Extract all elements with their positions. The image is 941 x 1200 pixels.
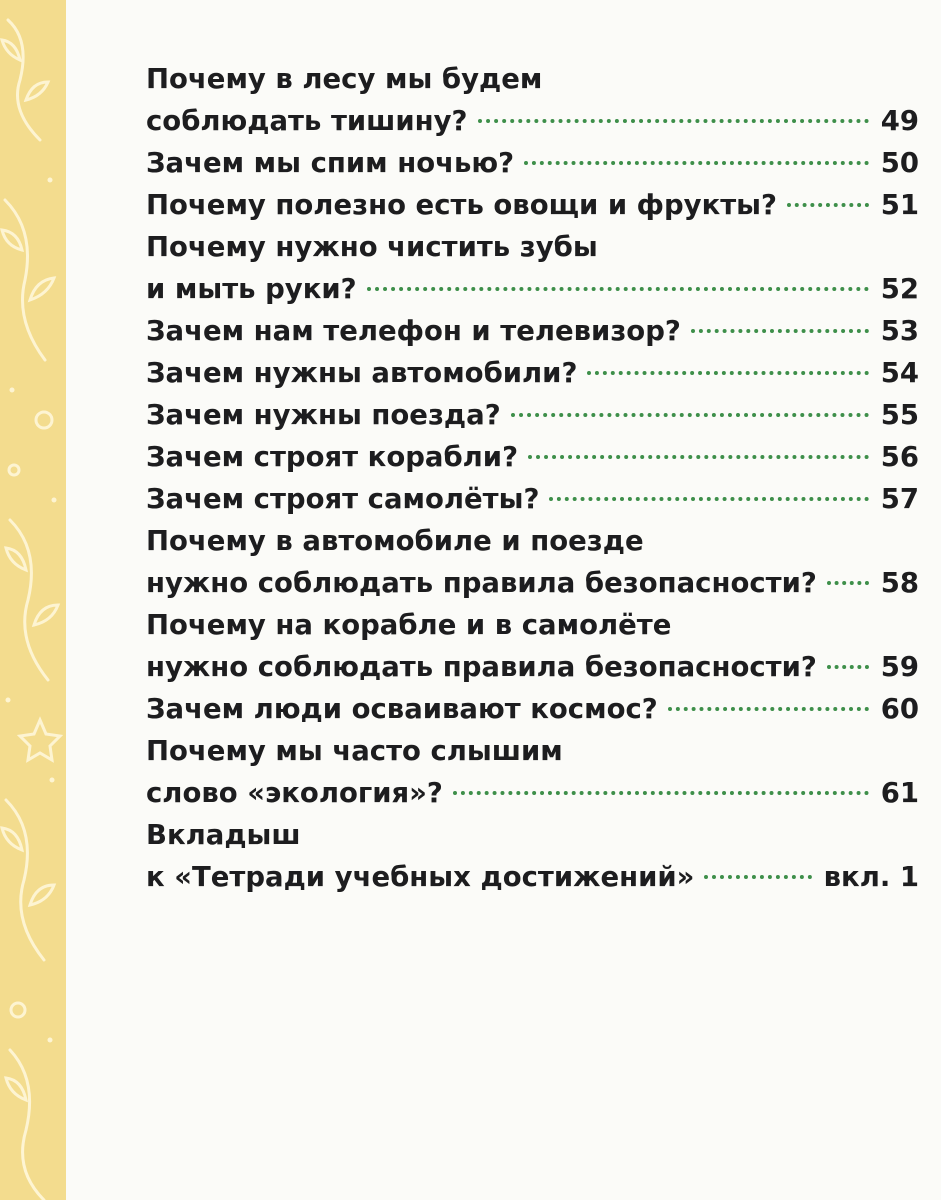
toc-entry-line xyxy=(146,730,919,772)
dot-leader xyxy=(704,875,811,879)
toc-entry-line xyxy=(146,184,919,226)
dot-leader xyxy=(827,665,869,669)
toc-entry-title: Зачем люди осваивают космос? xyxy=(146,693,658,725)
dot-leader xyxy=(524,161,869,165)
toc-page-number: 51 xyxy=(880,189,919,221)
toc-entry-title: Почему в автомобиле и поезде xyxy=(146,525,644,557)
toc-entry-title: Почему на корабле и в самолёте xyxy=(146,609,672,641)
toc-entry-line xyxy=(146,772,919,814)
toc-entry[interactable] xyxy=(146,730,919,814)
toc-entry[interactable] xyxy=(146,520,919,604)
toc-entry-title: Зачем строят корабли? xyxy=(146,441,519,473)
dot-leader xyxy=(691,329,869,333)
toc-entry-title: соблюдать тишину? xyxy=(146,105,468,137)
toc-page-number: 58 xyxy=(880,567,919,599)
toc-entry[interactable] xyxy=(146,184,919,226)
dot-leader xyxy=(528,455,869,459)
toc-entry[interactable] xyxy=(146,58,919,142)
toc-entry[interactable] xyxy=(146,226,919,310)
toc-entry-line xyxy=(146,352,919,394)
dot-leader xyxy=(827,581,869,585)
toc-page-number: 57 xyxy=(880,483,919,515)
toc-entry-title: нужно соблюдать правила безопасности? xyxy=(146,567,817,599)
dot-leader xyxy=(511,413,869,417)
toc-entry[interactable] xyxy=(146,688,919,730)
toc-entry-line xyxy=(146,646,919,688)
toc-page-number: вкл. 1 xyxy=(823,861,919,893)
dot-leader xyxy=(587,371,868,375)
toc-entry[interactable] xyxy=(146,394,919,436)
toc-page-number: 61 xyxy=(880,777,919,809)
toc-entry-title: Зачем мы спим ночью? xyxy=(146,147,515,179)
toc-page-number: 59 xyxy=(880,651,919,683)
toc-entry-line xyxy=(146,478,919,520)
toc-entry[interactable] xyxy=(146,814,919,898)
toc-entry-line xyxy=(146,604,919,646)
toc-entry[interactable] xyxy=(146,604,919,688)
toc-page-number: 55 xyxy=(880,399,919,431)
toc-page-number: 54 xyxy=(880,357,919,389)
toc-page-number: 49 xyxy=(880,105,919,137)
toc-entry-line xyxy=(146,142,919,184)
toc-entry-title: Зачем нам телефон и телевизор? xyxy=(146,315,681,347)
toc-entry-title: Зачем строят самолёты? xyxy=(146,483,540,515)
toc-entry-title: слово «экология»? xyxy=(146,777,443,809)
toc-entry-line xyxy=(146,58,919,100)
toc-entry-line xyxy=(146,520,919,562)
toc-entry-line xyxy=(146,436,919,478)
toc-page-number: 53 xyxy=(880,315,919,347)
toc-page-number: 60 xyxy=(880,693,919,725)
toc-entry-title: Зачем нужны поезда? xyxy=(146,399,501,431)
dot-leader xyxy=(549,497,868,501)
toc-entry-line xyxy=(146,226,919,268)
toc-entry-title: и мыть руки? xyxy=(146,273,357,305)
toc-page-number: 50 xyxy=(880,147,919,179)
toc-entry-title: Почему полезно есть овощи и фрукты? xyxy=(146,189,777,221)
toc-entry-line xyxy=(146,856,919,898)
toc-entry[interactable] xyxy=(146,436,919,478)
floral-pattern-icon xyxy=(0,0,66,1200)
dot-leader xyxy=(367,287,869,291)
toc-entry[interactable] xyxy=(146,142,919,184)
toc-entry-line xyxy=(146,562,919,604)
table-of-contents xyxy=(146,58,919,898)
dot-leader xyxy=(787,203,869,207)
dot-leader xyxy=(668,707,869,711)
toc-entry-line xyxy=(146,814,919,856)
decorative-margin-strip xyxy=(0,0,66,1200)
toc-entry-line xyxy=(146,394,919,436)
toc-entry-title: Зачем нужны автомобили? xyxy=(146,357,578,389)
toc-page-number: 52 xyxy=(880,273,919,305)
dot-leader xyxy=(453,791,869,795)
toc-entry[interactable] xyxy=(146,310,919,352)
toc-entry[interactable] xyxy=(146,352,919,394)
toc-entry-title: к «Тетради учебных достижений» xyxy=(146,861,695,893)
toc-entry-line xyxy=(146,310,919,352)
toc-entry-line xyxy=(146,100,919,142)
toc-entry-line xyxy=(146,268,919,310)
toc-entry[interactable] xyxy=(146,478,919,520)
toc-entry-title: Почему мы часто слышим xyxy=(146,735,563,767)
toc-entry-title: Почему в лесу мы будем xyxy=(146,63,543,95)
toc-entry-title: Почему нужно чистить зубы xyxy=(146,231,598,263)
toc-entry-title: Вкладыш xyxy=(146,819,301,851)
toc-entry-line xyxy=(146,688,919,730)
toc-entry-title: нужно соблюдать правила безопасности? xyxy=(146,651,817,683)
toc-page-number: 56 xyxy=(880,441,919,473)
dot-leader xyxy=(478,119,869,123)
